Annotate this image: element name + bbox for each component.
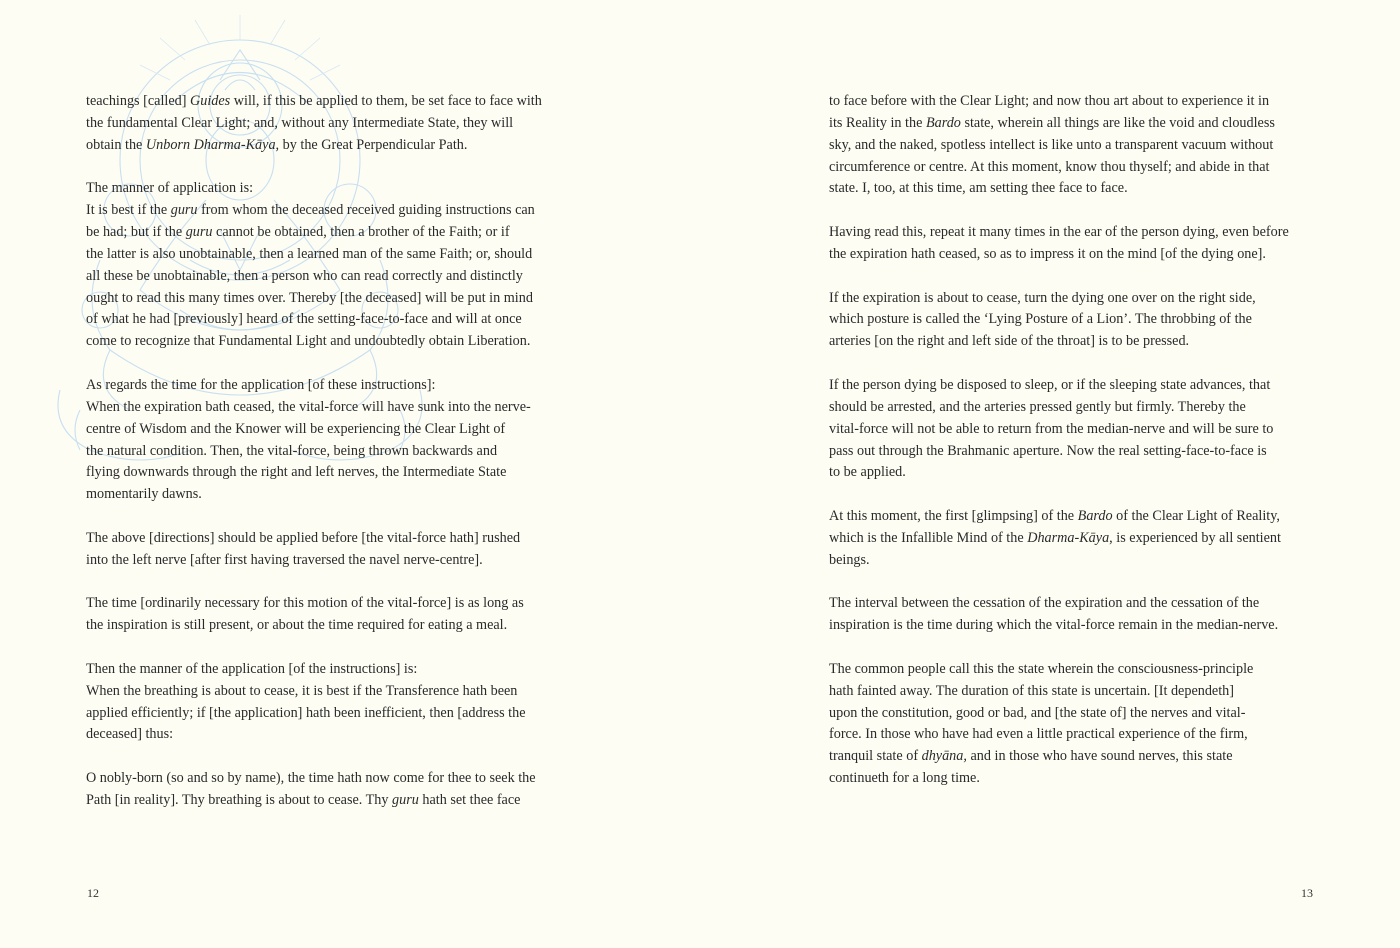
text-line: pass out through the Brahmanic aperture. Now the real setting-face-to-face is: [829, 442, 1267, 459]
right-page: [700, 0, 1400, 948]
text-line: circumference or centre. At this moment, know thou thyself; and abide in that: [829, 158, 1270, 175]
text-line: should be arrested, and the arteries pressed gently but firmly. Thereby the: [829, 398, 1246, 415]
text-line: force. In those who have had even a little practical experience of the firm,: [829, 726, 1248, 743]
text-line: momentarily dawns.: [86, 486, 202, 503]
text-line: The above [directions] should be applied before [the vital-force hath] rushed: [86, 529, 521, 546]
text-line: When the breathing is about to cease, it is best if the Transference hath been: [86, 682, 518, 699]
text-line: the inspiration is still present, or about the time required for eating a meal.: [86, 617, 508, 634]
text-line: [829, 353, 1329, 375]
text-line: Then the manner of the application [of the instructions] is:: [86, 660, 418, 677]
text-line: sky, and the naked, spotless intellect is like unto a transparent vacuum without: [829, 136, 1274, 153]
text-line: upon the constitution, good or bad, and [the state of] the nerves and vital-: [829, 704, 1246, 721]
text-line: The time [ordinarily necessary for this motion of the vital-force] is as long as: [86, 595, 524, 612]
text-line: the expiration hath ceased, so as to impress it on the mind [of the dying one].: [829, 245, 1266, 262]
text-line: At this moment, the first [glimpsing] of the Bardo of the Clear Light of Reality,: [829, 508, 1280, 525]
text-line: tranquil state of dhyāna, and in those who have sound nerves, this state: [829, 748, 1233, 765]
text-line: of what he had [previously] heard of the setting-face-to-face and will at once: [86, 311, 522, 328]
text-line: If the expiration is about to cease, turn the dying one over on the right side,: [829, 289, 1256, 306]
text-line: Path [in reality]. Thy breathing is about to cease. Thy guru hath set thee face: [86, 792, 521, 808]
text-line: [86, 746, 586, 768]
text-line: [829, 484, 1329, 506]
text-line: which posture is called the ‘Lying Posture of a Lion’. The throbbing of the: [829, 311, 1252, 328]
text-line: When the expiration bath ceased, the vital-force will have sunk into the nerve-: [86, 398, 531, 415]
text-line: vital-force will not be able to return from the median-nerve and will be sure to: [829, 420, 1274, 437]
text-line: the natural condition. Then, the vital-force, being thrown backwards and: [86, 442, 498, 459]
text-line: O nobly-born (so and so by name), the time hath now come for thee to seek the: [86, 770, 536, 787]
text-line: [829, 266, 1329, 288]
text-line: [829, 637, 1329, 659]
text-line: The common people call this the state wherein the consciousness-principle: [829, 660, 1254, 677]
text-line: its Reality in the Bardo state, wherein all things are like the void and cloudless: [829, 114, 1275, 131]
text-line: which is the Infallible Mind of the Dharma-Kāya, is experienced by all sentient: [829, 529, 1281, 546]
text-line: to face before with the Clear Light; and now thou art about to experience it in: [829, 93, 1270, 109]
text-line: into the left nerve [after first having traversed the navel nerve-centre].: [86, 551, 483, 568]
text-line: [86, 506, 586, 528]
text-line: the fundamental Clear Light; and, without any Intermediate State, they will: [86, 114, 514, 131]
text-line: If the person dying be disposed to sleep, or if the sleeping state advances, that: [829, 376, 1271, 393]
text-line: obtain the Unborn Dharma-Kāya, by the Great Perpendicular Path.: [86, 136, 468, 153]
text-line: The manner of application is:: [86, 180, 254, 197]
page-number: 12: [87, 886, 99, 900]
left-page-text: [86, 91, 586, 812]
text-line: [86, 637, 586, 659]
text-line: applied efficiently; if [the application] hath been inefficient, then [address the: [86, 704, 526, 721]
text-line: state. I, too, at this time, am setting thee face to face.: [829, 180, 1128, 197]
text-line: continueth for a long time.: [829, 770, 980, 787]
page-number: 13: [1301, 886, 1313, 900]
text-line: teachings [called] Guides will, if this be applied to them, be set face to face with: [86, 93, 542, 109]
text-line: deceased] thus:: [86, 726, 174, 743]
text-line: [829, 200, 1329, 222]
text-line: [86, 353, 586, 375]
text-line: The interval between the cessation of the expiration and the cessation of the: [829, 595, 1260, 612]
text-line: inspiration is the time during which the vital-force remain in the median-nerve.: [829, 617, 1279, 634]
right-page-text: [829, 91, 1329, 790]
text-line: Having read this, repeat it many times in the ear of the person dying, even before: [829, 224, 1289, 241]
text-line: the latter is also unobtainable, then a learned man of the same Faith; or, should: [86, 245, 533, 262]
text-line: [86, 572, 586, 594]
text-line: ought to read this many times over. Thereby [the deceased] will be put in mind: [86, 289, 533, 306]
text-line: [86, 157, 586, 179]
text-line: beings.: [829, 551, 870, 568]
text-line: to be applied.: [829, 464, 906, 481]
text-line: all these be unobtainable, then a person who can read correctly and distinctly: [86, 267, 523, 284]
text-line: As regards the time for the application [of these instructions]:: [86, 376, 436, 393]
text-line: centre of Wisdom and the Knower will be experiencing the Clear Light of: [86, 420, 506, 437]
text-line: arteries [on the right and left side of the throat] is to be pressed.: [829, 333, 1190, 350]
text-line: It is best if the guru from whom the deceased received guiding instructions can: [86, 202, 535, 219]
text-line: be had; but if the guru cannot be obtained, then a brother of the Faith; or if: [86, 224, 510, 241]
text-line: flying downwards through the right and left nerves, the Intermediate State: [86, 464, 507, 481]
text-line: hath fainted away. The duration of this state is uncertain. [It dependeth]: [829, 682, 1234, 699]
text-line: come to recognize that Fundamental Light and undoubtedly obtain Liberation.: [86, 333, 531, 350]
text-line: [829, 572, 1329, 594]
